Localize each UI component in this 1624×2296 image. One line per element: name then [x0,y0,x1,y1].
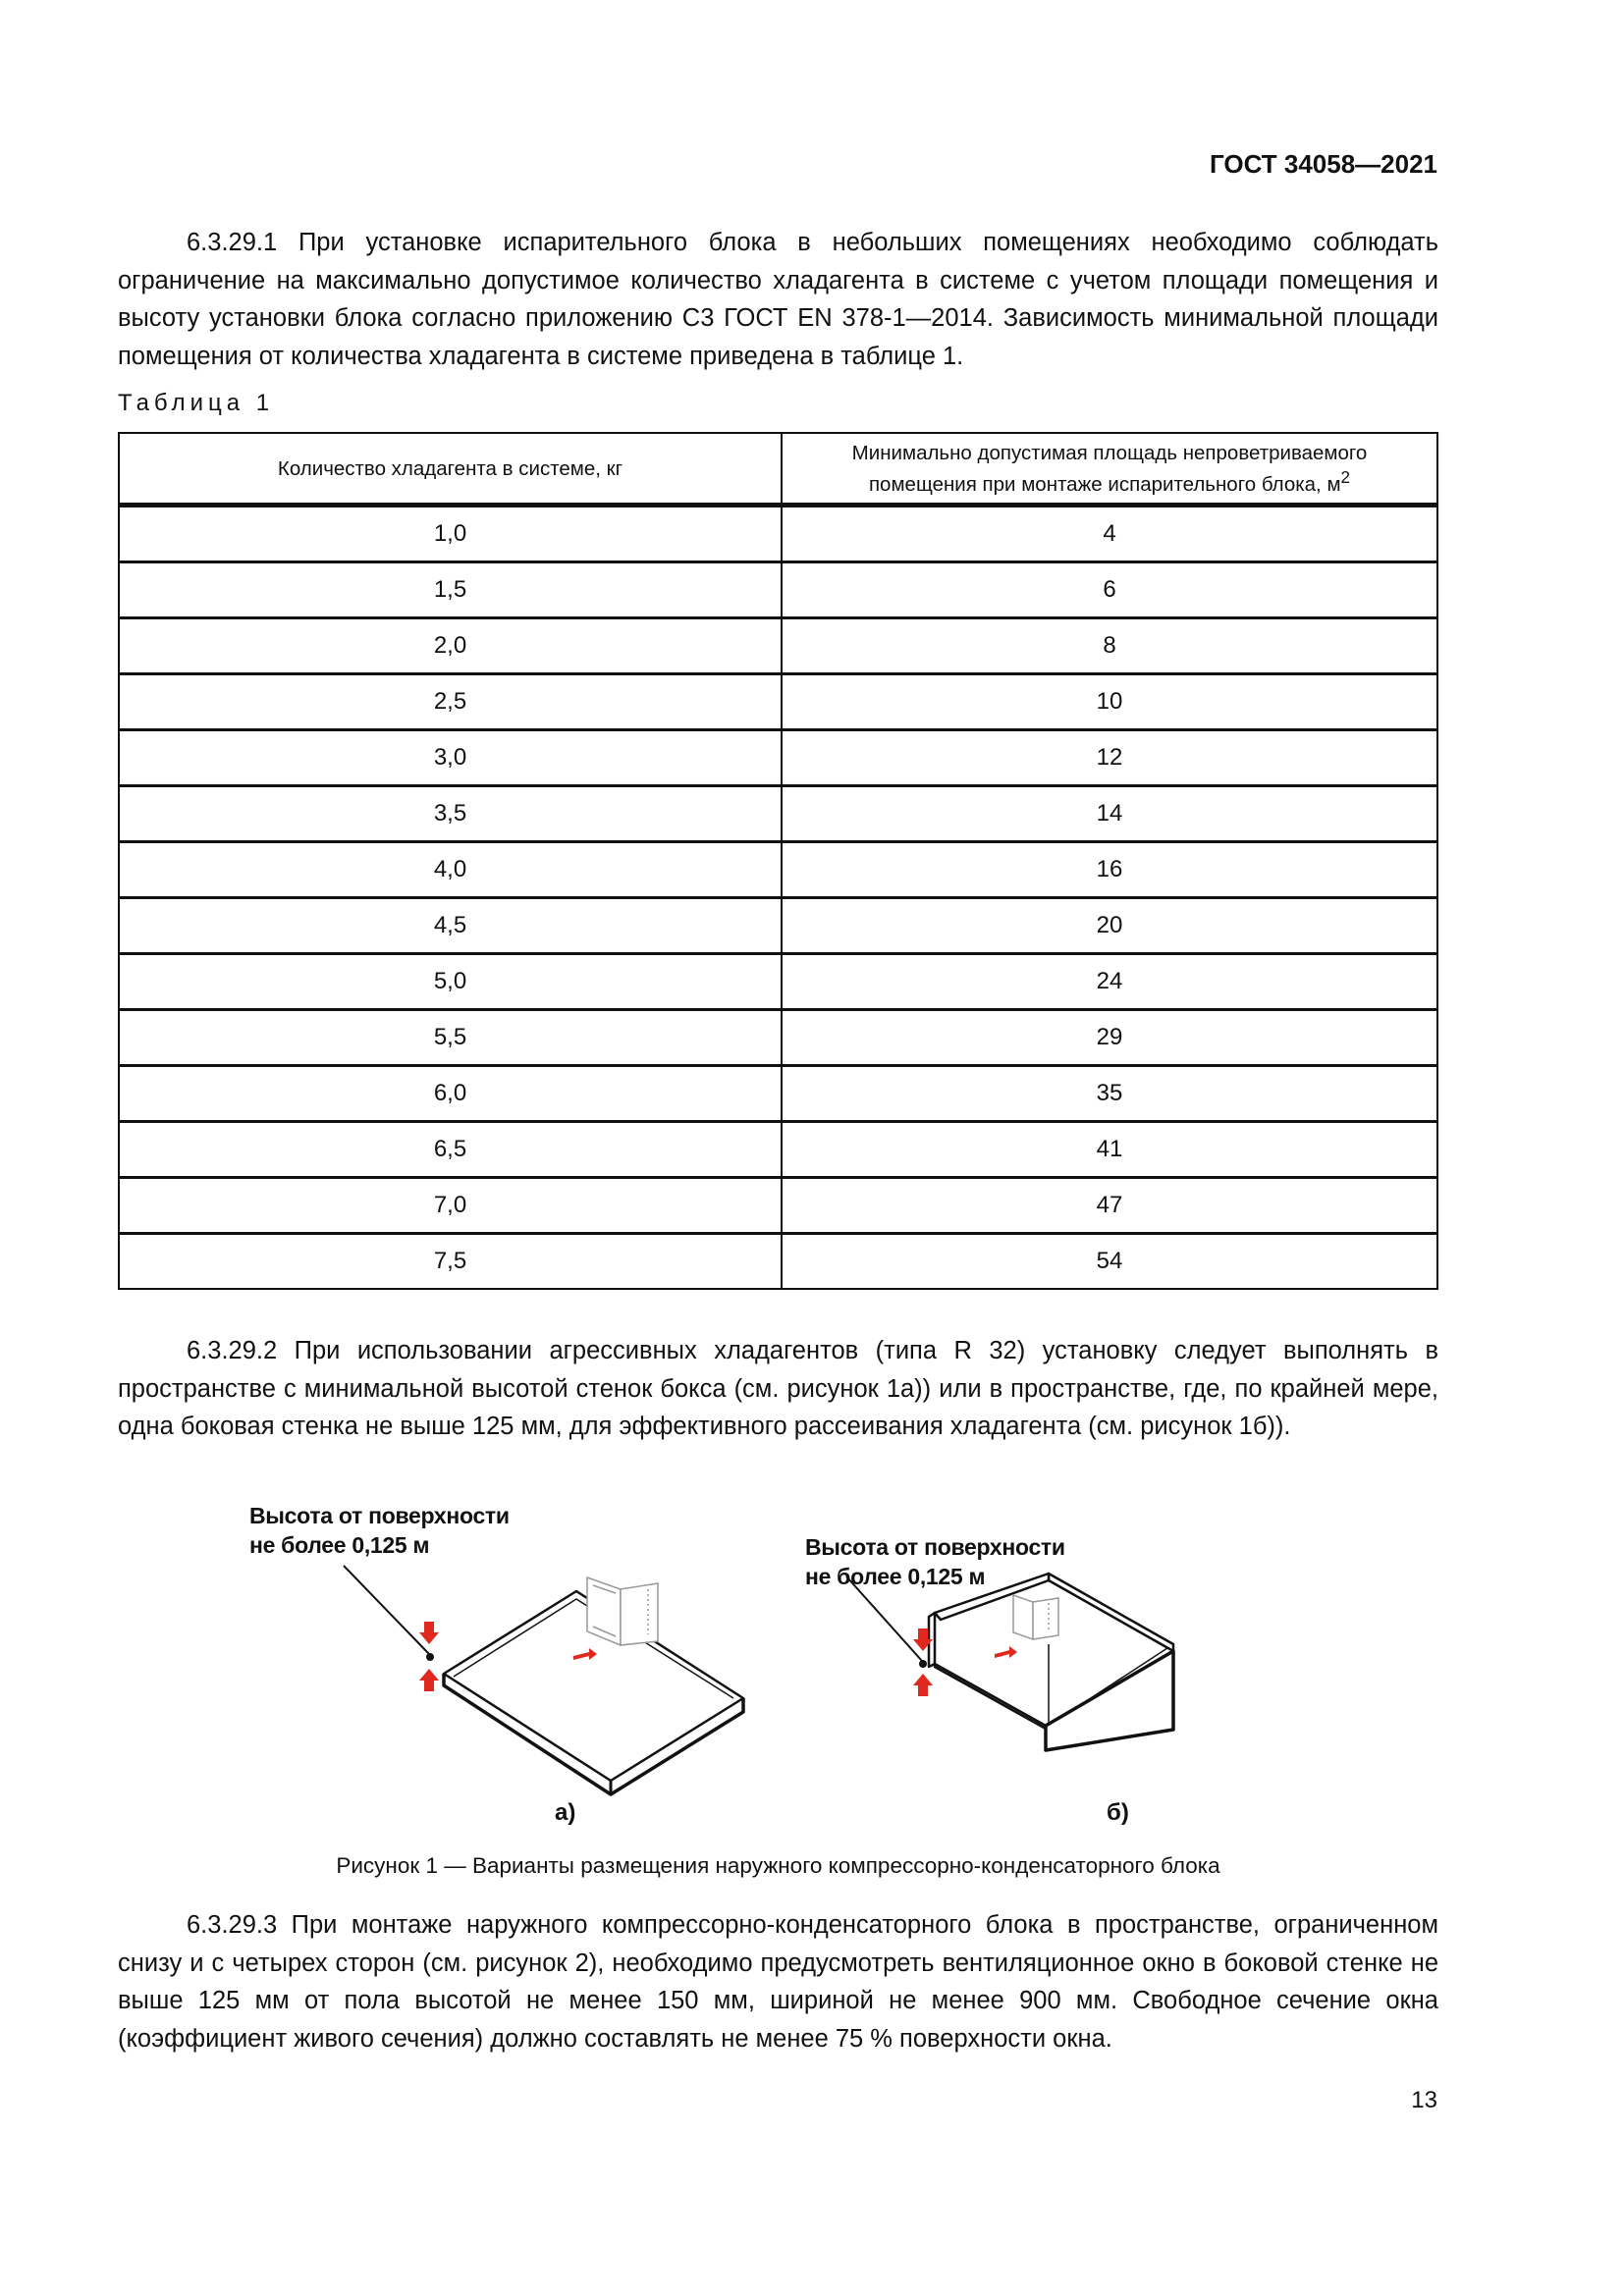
table-cell: 4,5 [119,898,782,954]
paragraph-text: 6.3.29.1 При установке испарительного блока в небольших помещениях необходимо соблюдать ограничение на максимально допустимое количество хладагента в системе с учетом площади помещения и высоту установки блока согласно приложению С3 ГОСТ EN 378-1—2014. Зависимость минимальной площади помещения от количества хладагента в системе приведена в таблице 1. [118,229,1438,370]
table-cell: 16 [782,842,1437,898]
subfigure-label-b: б) [1107,1799,1129,1826]
table-row [119,674,1437,730]
red-arrow-down-a [419,1622,439,1644]
header-superscript: 2 [1340,467,1351,487]
table-cell: 7,0 [119,1178,782,1234]
table-row [119,506,1437,562]
outdoor-unit-b [1013,1595,1058,1639]
table-cell: 5,0 [119,954,782,1010]
figure-caption: Рисунок 1 — Варианты размещения наружного компрессорно-конденсаторного блока [336,1853,1220,1878]
subfigure-label-a: а) [555,1799,576,1826]
table-cell: 6 [782,562,1437,618]
paragraph-6-3-29-1 [118,224,1438,375]
table-cell: 6,0 [119,1066,782,1122]
height-label-a [249,1501,544,1560]
table-cell: 41 [782,1122,1437,1178]
header-line1: Минимально допустимая площадь непроветриваемого [851,441,1368,464]
table-cell: 14 [782,786,1437,842]
table-header-min-area [782,433,1437,506]
table-row [119,786,1437,842]
table-cell: 2,0 [119,618,782,674]
paragraph-text: 6.3.29.3 При монтаже наружного компрессорно-конденсаторного блока в пространстве, ограниченном снизу и с четырех сторон (см. рисунок 2), необходимо предусмотреть вентиляционное окно в боковой стенке не выше 125 мм от пола высотой не менее 150 мм, шириной не менее 900 мм. Свободное сечение окна (коэффициент живого сечения) должно составлять не менее 75 % поверхности окна. [118,1911,1438,2053]
measure-point-a [426,1653,434,1661]
height-label-b [805,1532,1100,1591]
table-cell: 7,5 [119,1234,782,1290]
table-cell: 24 [782,954,1437,1010]
table-row [119,1066,1437,1122]
paragraph-text: 6.3.29.2 При использовании агрессивных хладагентов (типа R 32) установку следует выполнять в пространстве с минимальной высотой стенок бокса (см. рисунок 1а)) или в пространстве, где, по крайней мере, одна боковая стенка не выше 125 мм, для эффективного рассеивания хладагента (см. рисунок 1б)). [118,1337,1438,1440]
table-cell: 3,0 [119,730,782,786]
table-row [119,898,1437,954]
table-cell: 35 [782,1066,1437,1122]
table-cell: 2,5 [119,674,782,730]
table-row [119,618,1437,674]
table-cell: 4,0 [119,842,782,898]
table-cell: 1,5 [119,562,782,618]
red-arrow-up-a [419,1669,439,1691]
table-cell: 47 [782,1178,1437,1234]
label-line1: Высота от поверхности [249,1503,510,1528]
outdoor-unit-a [587,1577,658,1645]
table-header-refrigerant-amount: Количество хладагента в системе, кг [119,433,782,506]
figure-1 [236,1487,1335,1826]
table-header-row [119,433,1437,506]
table-row [119,954,1437,1010]
header-line2: помещения при монтаже испарительного блока, м [868,472,1341,496]
label-line2: не более 0,125 м [249,1532,430,1558]
table-cell: 20 [782,898,1437,954]
refrigerant-table [118,432,1438,1290]
measure-point-b [919,1660,927,1668]
paragraph-6-3-29-3 [118,1906,1438,2057]
paragraph-6-3-29-2 [118,1332,1438,1446]
table-row [119,730,1437,786]
table-cell: 6,5 [119,1122,782,1178]
leader-line-a [344,1566,430,1655]
table-caption: Таблица 1 [118,390,275,416]
table-cell: 54 [782,1234,1437,1290]
table-cell: 3,5 [119,786,782,842]
table-cell: 5,5 [119,1010,782,1066]
table-cell: 10 [782,674,1437,730]
table-cell: 4 [782,506,1437,562]
page-number: 13 [1411,2087,1437,2113]
table-cell: 29 [782,1010,1437,1066]
table-row [119,562,1437,618]
document-id: ГОСТ 34058—2021 [1210,149,1437,179]
table-row [119,842,1437,898]
table-row [119,1122,1437,1178]
table-cell: 8 [782,618,1437,674]
label-line1: Высота от поверхности [805,1534,1065,1560]
airflow-arrow-b [995,1646,1017,1658]
red-arrow-up-b [913,1674,933,1696]
table-cell: 12 [782,730,1437,786]
table-row [119,1234,1437,1290]
table-cell: 1,0 [119,506,782,562]
table-row [119,1178,1437,1234]
table-row [119,1010,1437,1066]
label-line2: не более 0,125 м [805,1564,986,1589]
